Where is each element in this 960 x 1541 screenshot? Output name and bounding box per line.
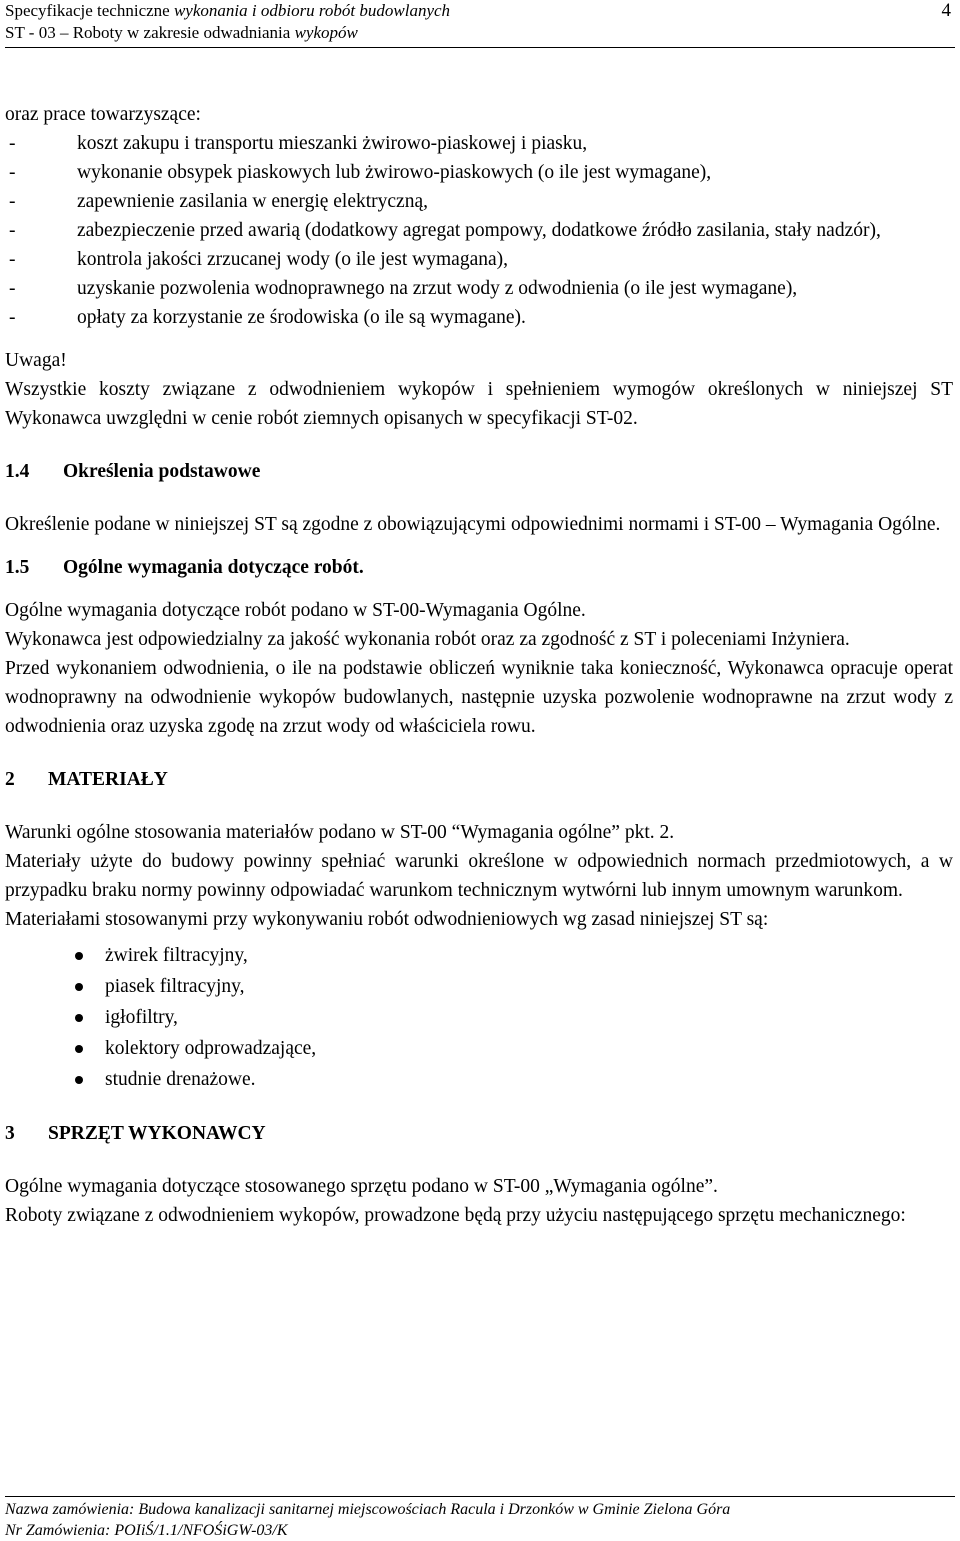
section-number: 2 [5,769,15,790]
list-item-text: kontrola jakości zrzucanej wody (o ile jest wymagana), [77,249,509,270]
bullet-dot-icon [75,952,83,960]
list-item [5,971,953,1002]
section-3-heading [5,1119,953,1148]
list-dash: - [9,133,16,154]
bullet-dot-icon [75,1076,83,1084]
page-number: 4 [941,0,951,21]
list-dash: - [9,220,16,241]
note-text: Wszystkie koszty związane z odwodnieniem wykopów i spełnieniem wymogów określonych w niniejszej ST Wykonawca uwzględni w cenie robót ziemnych opisanych w specyfikacji ST-02. [5,379,953,429]
header-rule [5,47,955,48]
list-item [5,245,953,274]
section-title: Ogólne wymagania dotyczące robót. [63,557,364,578]
list-item-text: koszt zakupu i transportu mieszanki żwirowo-piaskowej i piasku, [77,133,588,154]
list-item [5,1002,953,1033]
list-item-text: piasek filtracyjny, [105,976,245,997]
list-item [5,303,953,332]
list-item-text: żwirek filtracyjny, [105,945,248,966]
page-header [5,0,955,44]
header-st-subtitle: wykopów [294,23,358,42]
list-item-text: zapewnienie zasilania w energię elektryczną, [77,191,428,212]
list-item-text: uzyskanie pozwolenia wodnoprawnego na zrzut wody z odwodnienia (o ile jest wymagane), [77,278,798,299]
list-dash: - [9,278,16,299]
section-1-5-p3: Przed wykonaniem odwodnienia, o ile na podstawie obliczeń wyniknie taka konieczność, Wykonawca opracuje operat wodnoprawny na odwodnienie wykopów budowlanych, następnie uzyska pozwolenie wodnoprawne na zrzut wody z odwodnienia oraz uzyska zgodę na zrzut wody od właściciela rowu. [5,658,953,737]
header-line-2 [5,22,955,44]
list-dash: - [9,162,16,183]
list-dash: - [9,307,16,328]
section-2-p2: Materiały użyte do budowy powinny spełniać warunki określone w odpowiednich normach przedmiotowych, a w przypadku braku normy powinny odpowiadać warunkom technicznym wytwórni lub innym umownym warunkom. [5,851,953,901]
header-spec-subtitle: wykonania i odbioru robót budowlanych [173,1,451,20]
section-2-p1: Warunki ogólne stosowania materiałów podano w ST-00 “Wymagania ogólne” pkt. 2. [5,822,675,843]
list-dash: - [9,249,16,270]
materials-list [5,940,953,1095]
section-3-p2: Roboty związane z odwodnieniem wykopów, prowadzone będą przy użyciu następującego sprzętu mechanicznego: [5,1205,906,1226]
dash-list [5,129,953,332]
section-number: 1.5 [5,557,30,578]
list-item-text: kolektory odprowadzające, [105,1038,317,1059]
section-number: 3 [5,1123,15,1144]
list-item-text: zabezpieczenie przed awarią (dodatkowy agregat pompowy, dodatkowe źródło zasilania, stały nadzór), [77,220,881,241]
section-1-5-p1: Ogólne wymagania dotyczące robót podano w ST-00-Wymagania Ogólne. [5,600,586,621]
list-item-text: studnie drenażowe. [105,1069,256,1090]
section-1-5-heading [5,553,953,582]
page-footer [5,1496,955,1541]
bullet-dot-icon [75,983,83,991]
list-item [5,274,953,303]
note-label: Uwaga! [5,350,67,371]
section-3-p1: Ogólne wymagania dotyczące stosowanego sprzętu podano w ST-00 „Wymagania ogólne”. [5,1176,718,1197]
header-spec-label: Specyfikacje techniczne [5,1,174,20]
list-item [5,129,953,158]
section-2-heading [5,765,953,794]
list-item-text: wykonanie obsypek piaskowych lub żwirowo-piaskowych (o ile jest wymagane), [77,162,712,183]
section-title: Określenia podstawowe [63,461,261,482]
footer-order-number: Nr Zamówienia: POIiŚ/1.1/NFOŚiGW-03/K [5,1522,288,1539]
bullet-dot-icon [75,1014,83,1022]
list-item [5,1033,953,1064]
section-2-p3: Materiałami stosowanymi przy wykonywaniu robót odwodnieniowych wg zasad niniejszej ST są: [5,909,769,930]
section-1-4-text: Określenie podane w niniejszej ST są zgodne z obowiązującymi odpowiednimi normami i ST-00 – Wymagania Ogólne. [5,514,941,535]
intro-text: oraz prace towarzyszące: [5,104,201,125]
list-item [5,1064,953,1095]
header-line-1 [5,0,955,22]
list-dash: - [9,191,16,212]
section-1-5-p2: Wykonawca jest odpowiedzialny za jakość wykonania robót oraz za zgodność z ST i poleceniami Inżyniera. [5,629,850,650]
section-1-4-heading [5,457,953,486]
list-item [5,940,953,971]
list-item-text: opłaty za korzystanie ze środowiska (o ile są wymagane). [77,307,526,328]
footer-order-name: Nazwa zamówienia: Budowa kanalizacji sanitarnej miejscowościach Racula i Drzonków w Gminie Zielona Góra [5,1501,731,1518]
list-item [5,216,953,245]
section-number: 1.4 [5,461,30,482]
list-item [5,187,953,216]
section-title: SPRZĘT WYKONAWCY [48,1123,266,1144]
list-item-text: igłofiltry, [105,1007,178,1028]
header-st-label: ST - 03 – Roboty w zakresie odwadniania [5,23,295,42]
bullet-dot-icon [75,1045,83,1053]
list-item [5,158,953,187]
document-body [5,100,953,1230]
section-title: MATERIAŁY [48,769,168,790]
